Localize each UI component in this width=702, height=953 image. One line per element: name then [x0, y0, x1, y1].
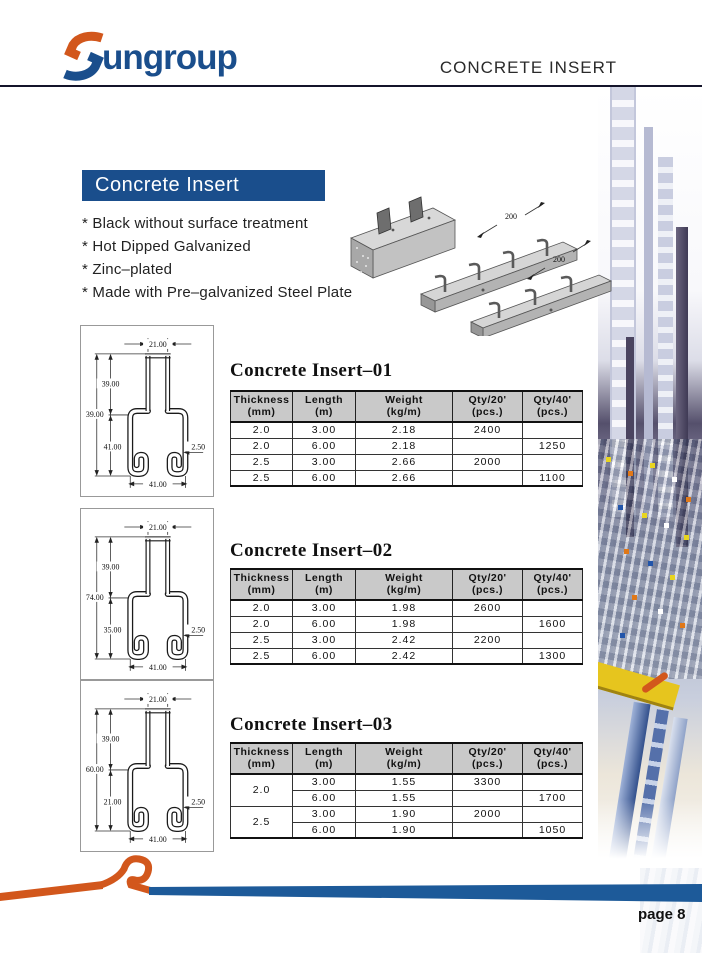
spec-table-01 [230, 390, 583, 487]
col-thickness: Thickness (mm) [231, 391, 293, 422]
logo-s-icon [60, 30, 106, 82]
product-isometric-diagram [333, 186, 615, 336]
dim-top-width: 21.00 [148, 339, 167, 349]
feature-item: * Zinc–plated [82, 261, 173, 278]
dim-top-width: 21.00 [148, 694, 167, 704]
footer-swoosh [0, 853, 702, 953]
dim-thickness: 2.50 [191, 797, 206, 807]
col-weight: Weight (kg/m) [356, 743, 453, 774]
table-row: 2.0 6.00 1.98 1600 [231, 616, 583, 632]
section-title-01: Concrete Insert–01 [230, 360, 393, 381]
col-length: Length (m) [293, 743, 356, 774]
col-length: Length (m) [293, 391, 356, 422]
table-row: 2.0 3.00 1.98 2600 [231, 600, 583, 616]
dim-overall: 39.00 [85, 409, 104, 419]
table-row: 6.00 1.55 1700 [231, 790, 583, 806]
feature-item: * Made with Pre–galvanized Steel Plate [82, 284, 353, 301]
feature-list [82, 212, 352, 304]
header-rule [0, 85, 702, 87]
dim-bottom-width: 41.00 [148, 662, 167, 672]
spec-table-03 [230, 742, 583, 839]
dim-channel-height: 41.00 [103, 442, 122, 452]
dim-stem-height: 39.00 [101, 379, 120, 389]
page-title: Concrete Insert [82, 170, 325, 201]
spec-table-02 [230, 568, 583, 665]
feature-item: * Hot Dipped Galvanized [82, 238, 251, 255]
col-thickness: Thickness (mm) [231, 569, 293, 600]
cross-section-drawing-03 [80, 680, 214, 852]
col-qty40: Qty/40' (pcs.) [523, 391, 583, 422]
iso-dim-label: 200 [553, 255, 565, 264]
cross-section-drawing-02 [80, 508, 214, 680]
table-row: 2.0 6.00 2.18 1250 [231, 438, 583, 454]
dim-overall: 60.00 [85, 764, 104, 774]
cross-section-drawing-01 [80, 325, 214, 497]
dim-stem-height: 39.00 [101, 734, 120, 744]
page-number: page 8 [638, 906, 686, 923]
sungroup-logo [60, 30, 237, 88]
dim-bottom-width: 41.00 [148, 834, 167, 844]
table-row: 2.5 3.00 2.42 2200 [231, 632, 583, 648]
table-row: 2.5 3.00 2.66 2000 [231, 454, 583, 470]
dim-stem-height: 39.00 [101, 562, 120, 572]
dim-bottom-width: 41.00 [148, 479, 167, 489]
table-row: 6.00 1.90 1050 [231, 822, 583, 838]
machinery-texture [598, 439, 702, 679]
dim-overall: 74.00 [85, 592, 104, 602]
dim-channel-height: 21.00 [103, 797, 122, 807]
logo-wordmark: ungroup [102, 38, 237, 77]
dim-top-width: 21.00 [148, 522, 167, 532]
col-qty20: Qty/20' (pcs.) [453, 391, 523, 422]
section-title-02: Concrete Insert–02 [230, 540, 393, 561]
machinery-detail-dots [606, 457, 611, 462]
table-row: 2.0 3.00 2.18 2400 [231, 422, 583, 438]
col-qty20: Qty/20' (pcs.) [453, 743, 523, 774]
iso-dim-label: 200 [505, 212, 517, 221]
section-title-03: Concrete Insert–03 [230, 714, 393, 735]
col-weight: Weight (kg/m) [356, 569, 453, 600]
thickness-group: 2.0 [231, 774, 293, 806]
dim-thickness: 2.50 [191, 625, 206, 635]
col-thickness: Thickness (mm) [231, 743, 293, 774]
col-qty20: Qty/20' (pcs.) [453, 569, 523, 600]
col-qty40: Qty/40' (pcs.) [523, 569, 583, 600]
page-section-label: CONCRETE INSERT [439, 58, 617, 77]
col-length: Length (m) [293, 569, 356, 600]
feature-item: * Black without surface treatment [82, 215, 308, 232]
dim-thickness: 2.50 [191, 442, 206, 452]
col-qty40: Qty/40' (pcs.) [523, 743, 583, 774]
table-row: 2.5 3.00 1.90 2000 [231, 806, 583, 822]
thickness-group: 2.5 [231, 806, 293, 838]
dim-channel-height: 35.00 [103, 625, 122, 635]
table-row: 2.0 3.00 1.55 3300 [231, 774, 583, 790]
table-row: 2.5 6.00 2.42 1300 [231, 648, 583, 664]
table-row: 2.5 6.00 2.66 1100 [231, 470, 583, 486]
col-weight: Weight (kg/m) [356, 391, 453, 422]
